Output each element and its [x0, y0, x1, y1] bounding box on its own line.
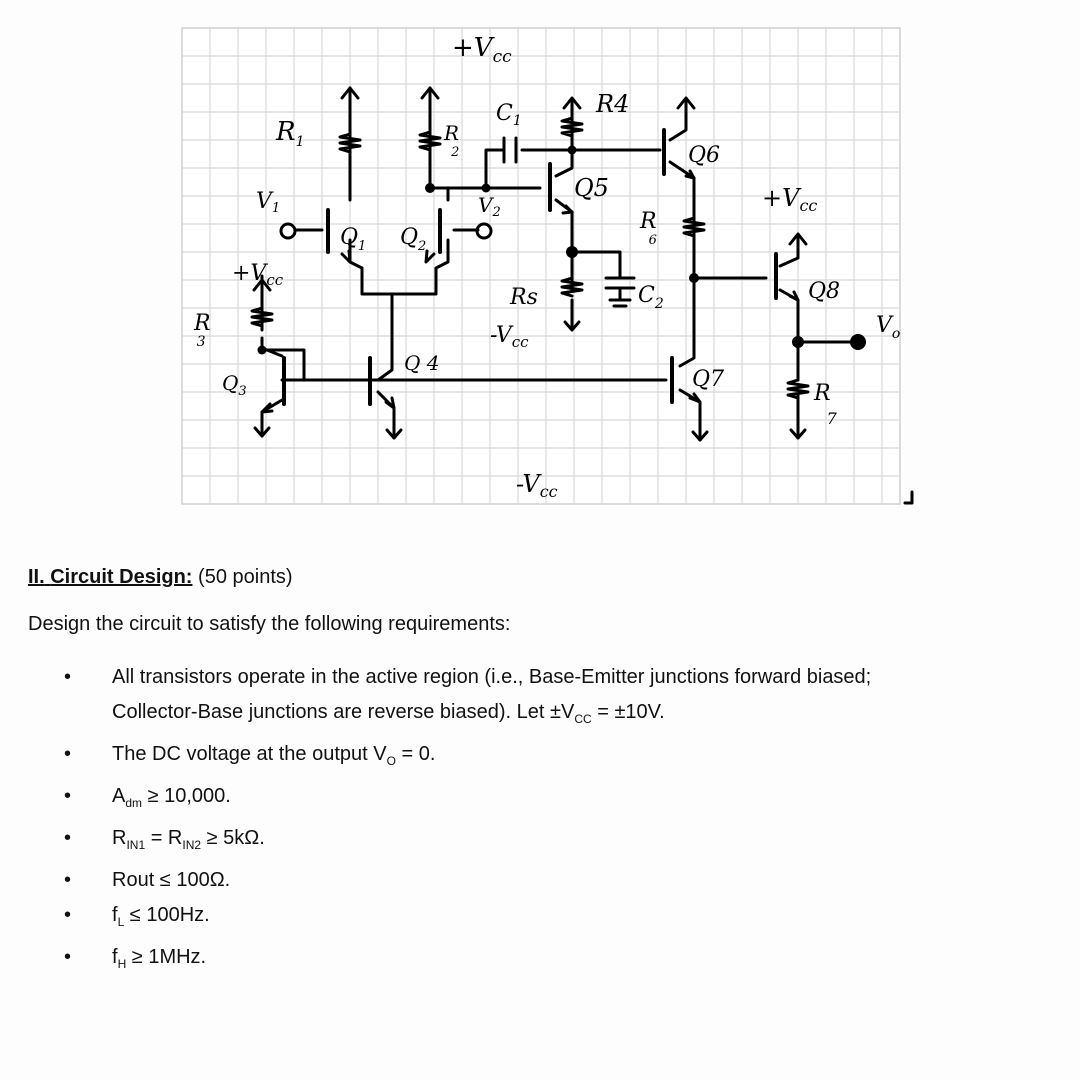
label-r3: R 3	[194, 311, 211, 350]
requirement-gain: • $A_{dm} \ge 10,000$.	[28, 779, 1058, 821]
requirement-input-resistance: • $R_{IN1} = R_{IN2} \ge 5k\Omega$.	[28, 821, 1058, 863]
label-vcc-left: $+V_{cc}$	[232, 261, 284, 289]
requirement-low-frequency: • $f_L \le 100Hz$.	[28, 898, 1058, 940]
section-title	[28, 566, 192, 588]
bullet: •	[64, 666, 72, 688]
requirement-active-region: • All transistors operate in the active region (i.e., Base-Emitter junctions forward biased; Collector-Base junctions are reverse biased). Let $\pm V_{CC} = \pm 10V$.	[28, 660, 1058, 737]
label-q1: $Q_1$	[340, 225, 367, 254]
label-rs: Rs	[510, 285, 538, 310]
label-r7: R 7	[814, 381, 837, 428]
label-vcc-top: $+V_{cc}$	[452, 33, 512, 67]
bullet: •	[64, 743, 72, 765]
label-r4: R4	[596, 90, 630, 118]
label-c1: $C_1$	[496, 101, 522, 129]
bullet: •	[64, 904, 72, 926]
label-r1: $R_1$	[276, 117, 305, 150]
section-number: II.	[28, 566, 45, 588]
label-vcc-neg-mid: $-V_{cc}$	[490, 323, 529, 351]
label-vo: $V_o$	[876, 313, 901, 342]
label-v2: $V_2$	[478, 193, 501, 220]
bullet: •	[64, 827, 72, 849]
requirement-dc-output: • The DC voltage at the output $V_O = 0$.	[28, 737, 1058, 779]
section-title-text: Circuit Design:	[50, 566, 193, 588]
bullet: •	[64, 785, 72, 807]
section-heading	[28, 566, 1058, 589]
label-q5: Q5	[574, 174, 609, 202]
requirement-high-frequency: • $f_H \ge 1MHz$.	[28, 940, 1058, 982]
label-q2: $Q_2$	[400, 225, 427, 254]
label-q7: Q7	[692, 367, 725, 392]
label-q8: Q8	[808, 279, 841, 304]
label-q3: $Q_3$	[222, 371, 247, 399]
label-v1: V1	[256, 189, 281, 216]
intro-text: Design the circuit to satisfy the following requirements:	[28, 613, 511, 635]
bullet: •	[64, 869, 72, 891]
label-vcc-right: $+V_{cc}$	[762, 184, 818, 215]
bullet: •	[64, 946, 72, 968]
requirements-list	[28, 660, 1058, 982]
label-c2: $C_2$	[638, 283, 664, 312]
label-q4: Q 4	[404, 351, 440, 375]
label-r2: R 2	[444, 121, 460, 160]
corner-mark	[905, 492, 912, 503]
label-q6: Q6	[688, 143, 721, 168]
document-body	[28, 566, 1058, 982]
label-vcc-neg-bottom: $-V_{cc}$	[516, 470, 558, 501]
section-points: (50 points)	[198, 566, 293, 588]
requirement-output-resistance: • Rout ≤ 100Ω.	[28, 863, 1058, 898]
vo-terminal	[851, 335, 865, 349]
label-r6: R 6	[640, 209, 657, 248]
